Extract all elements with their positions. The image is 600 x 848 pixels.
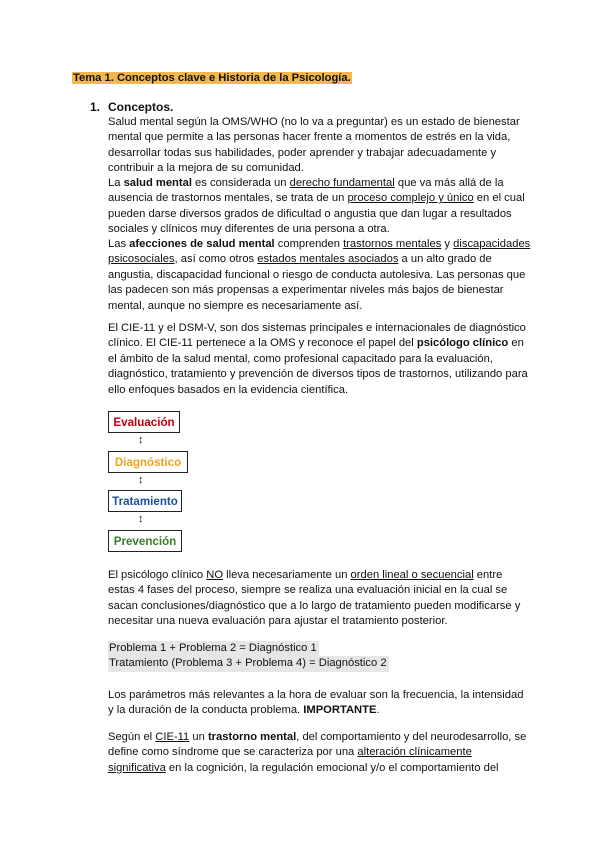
text-line xyxy=(108,568,520,583)
paragraph-cie-dsm xyxy=(108,321,528,398)
text: a un alto grado de xyxy=(398,253,492,266)
text: , del comportamiento y del neurodesarrollo, se xyxy=(296,731,527,743)
paragraph-parametros xyxy=(108,688,523,719)
text-line xyxy=(108,730,526,745)
text: un xyxy=(189,731,208,743)
formula-line xyxy=(108,641,389,656)
text-line xyxy=(108,336,528,351)
formula-line xyxy=(108,656,389,671)
paragraph-derecho-fundamental xyxy=(108,176,525,238)
term-discapacidades: discapacidades xyxy=(453,238,531,250)
text-line: pueden darse diversos grados de dificultad o angustia que dan lugar a resultados xyxy=(108,207,512,220)
diagnosis-formulas xyxy=(108,641,389,672)
flow-step-label: Tratamiento xyxy=(112,494,178,508)
text-line: ello enfoques basados en la evidencia científica. xyxy=(108,383,349,396)
formula-text: Tratamiento (Problema 3 + Problema 4) = Diagnóstico 2 xyxy=(108,656,389,671)
text-line: Los parámetros más relevantes a la hora de evaluar son la frecuencia, la intensidad xyxy=(108,689,524,701)
text: define como síndrome que se caracteriza por una xyxy=(108,746,358,759)
text-line: estas 4 fases del proceso, siempre se realiza una evaluación inicial en la cual se xyxy=(108,584,508,597)
text-line: angustia, discapacidad funcional o riesgo de conducta autolesiva. Las personas que xyxy=(108,268,526,281)
term-psicosociales: psicosociales xyxy=(108,253,175,266)
text-line xyxy=(108,761,526,776)
text: La xyxy=(108,177,124,189)
text: , así como otros xyxy=(174,253,258,266)
term-estados-mentales: estados mentales asociados xyxy=(257,253,399,266)
term-afecciones: afecciones de salud mental xyxy=(129,238,275,250)
paragraph-salud-mental-oms xyxy=(108,115,520,177)
text-line xyxy=(108,745,526,760)
text-line: sacan conclusiones/diagnóstico que a lo largo de tratamiento pueden modificarse y xyxy=(108,599,521,612)
text: en xyxy=(508,337,524,350)
paragraph-orden-no-lineal xyxy=(108,568,520,630)
text: . xyxy=(376,704,380,717)
term-derecho-fundamental: derecho fundamental xyxy=(289,177,395,189)
text-line xyxy=(108,703,523,718)
term-significativa: significativa xyxy=(108,761,166,774)
flow-step-tratamiento xyxy=(108,490,182,512)
term-orden-lineal: orden lineal o secuencial xyxy=(350,569,474,581)
text: comprenden xyxy=(274,238,344,250)
double-arrow-icon: ↕ xyxy=(138,434,144,446)
term-alteracion-clinica: alteración clínicamente xyxy=(357,746,472,759)
text-line: Salud mental según la OMS/WHO (no lo va a preguntar) es un estado de bienestar xyxy=(108,116,520,128)
text-line: desarrollar todas sus habilidades, poder aprender y trabajar adecuadamente y xyxy=(108,146,497,159)
term-trastornos-mentales: trastornos mentales xyxy=(343,238,442,250)
term-importante: IMPORTANTE xyxy=(303,704,377,717)
flow-step-label: Evaluación xyxy=(113,415,175,429)
text-line: sociales y clínicos muy diferentes de una persona a otra. xyxy=(108,223,390,236)
text-line xyxy=(108,176,525,191)
text: es considerada un xyxy=(191,177,290,189)
paragraph-afecciones xyxy=(108,237,530,314)
formula-text: Problema 1 + Problema 2 = Diagnóstico 1 xyxy=(108,641,319,656)
text-line: contribuir a la mejora de su comunidad. xyxy=(108,162,304,175)
text-line xyxy=(108,252,530,267)
term-salud-mental: salud mental xyxy=(123,177,192,189)
double-arrow-icon: ↕ xyxy=(138,474,144,486)
term-no: NO xyxy=(206,569,224,581)
text-line: diagnóstico, tratamiento y prevención de diversos tipos de trastornos, utilizando para xyxy=(108,368,528,381)
flow-step-label: Prevención xyxy=(113,534,177,548)
section-heading: Conceptos. xyxy=(108,100,174,114)
double-arrow-icon: ↕ xyxy=(138,513,144,525)
text: en el cual xyxy=(473,192,525,205)
document-title: Tema 1. Conceptos clave e Historia de la Psicología. xyxy=(73,72,351,84)
text-line: El CIE-11 y el DSM-V, son dos sistemas principales e internacionales de diagnóstico xyxy=(108,322,526,334)
text-line xyxy=(108,237,530,252)
section-number: 1. xyxy=(90,100,101,114)
flow-step-label: Diagnóstico xyxy=(114,455,182,469)
text: El psicólogo clínico xyxy=(108,569,207,581)
flow-step-diagnostico xyxy=(108,451,188,473)
text: en la cognición, la regulación emocional y/o el comportamiento del xyxy=(165,761,499,774)
text: y xyxy=(441,238,454,250)
text: ausencia de trastornos mentales, se trata de un xyxy=(108,192,348,205)
text-line: mental que permite a las personas hacer frente a momentos de estrés en la vida, xyxy=(108,131,511,144)
flow-step-evaluacion xyxy=(108,411,180,433)
term-proceso-complejo: proceso complejo y único xyxy=(347,192,474,205)
text: Según el xyxy=(108,731,156,743)
text: lleva necesariamente un xyxy=(223,569,351,581)
text: que va más allá de la xyxy=(394,177,504,189)
text-line: las padecen son más propensas a experimentar niveles más bajos de bienestar xyxy=(108,284,504,297)
text-line: mental, aunque no siempre es necesariamente así. xyxy=(108,299,363,312)
text-line: necesitar una nueva evaluación para ajustar el tratamiento posterior. xyxy=(108,615,448,628)
text: clínico. El CIE-11 pertenece a la OMS y reconoce el papel del xyxy=(108,337,417,350)
text-line xyxy=(108,191,525,206)
text: Las xyxy=(108,238,130,250)
paragraph-trastorno-mental xyxy=(108,730,526,776)
text-line: el ámbito de la salud mental, como profesional capacitado para la evaluación, xyxy=(108,352,493,365)
flow-step-prevencion xyxy=(108,530,182,552)
term-trastorno-mental: trastorno mental xyxy=(207,731,297,743)
text: y la duración de la conducta problema. xyxy=(108,704,304,717)
term-psicologo-clinico: psicólogo clínico xyxy=(416,337,509,350)
text: entre xyxy=(473,569,503,581)
term-cie-11: CIE-11 xyxy=(155,731,190,743)
